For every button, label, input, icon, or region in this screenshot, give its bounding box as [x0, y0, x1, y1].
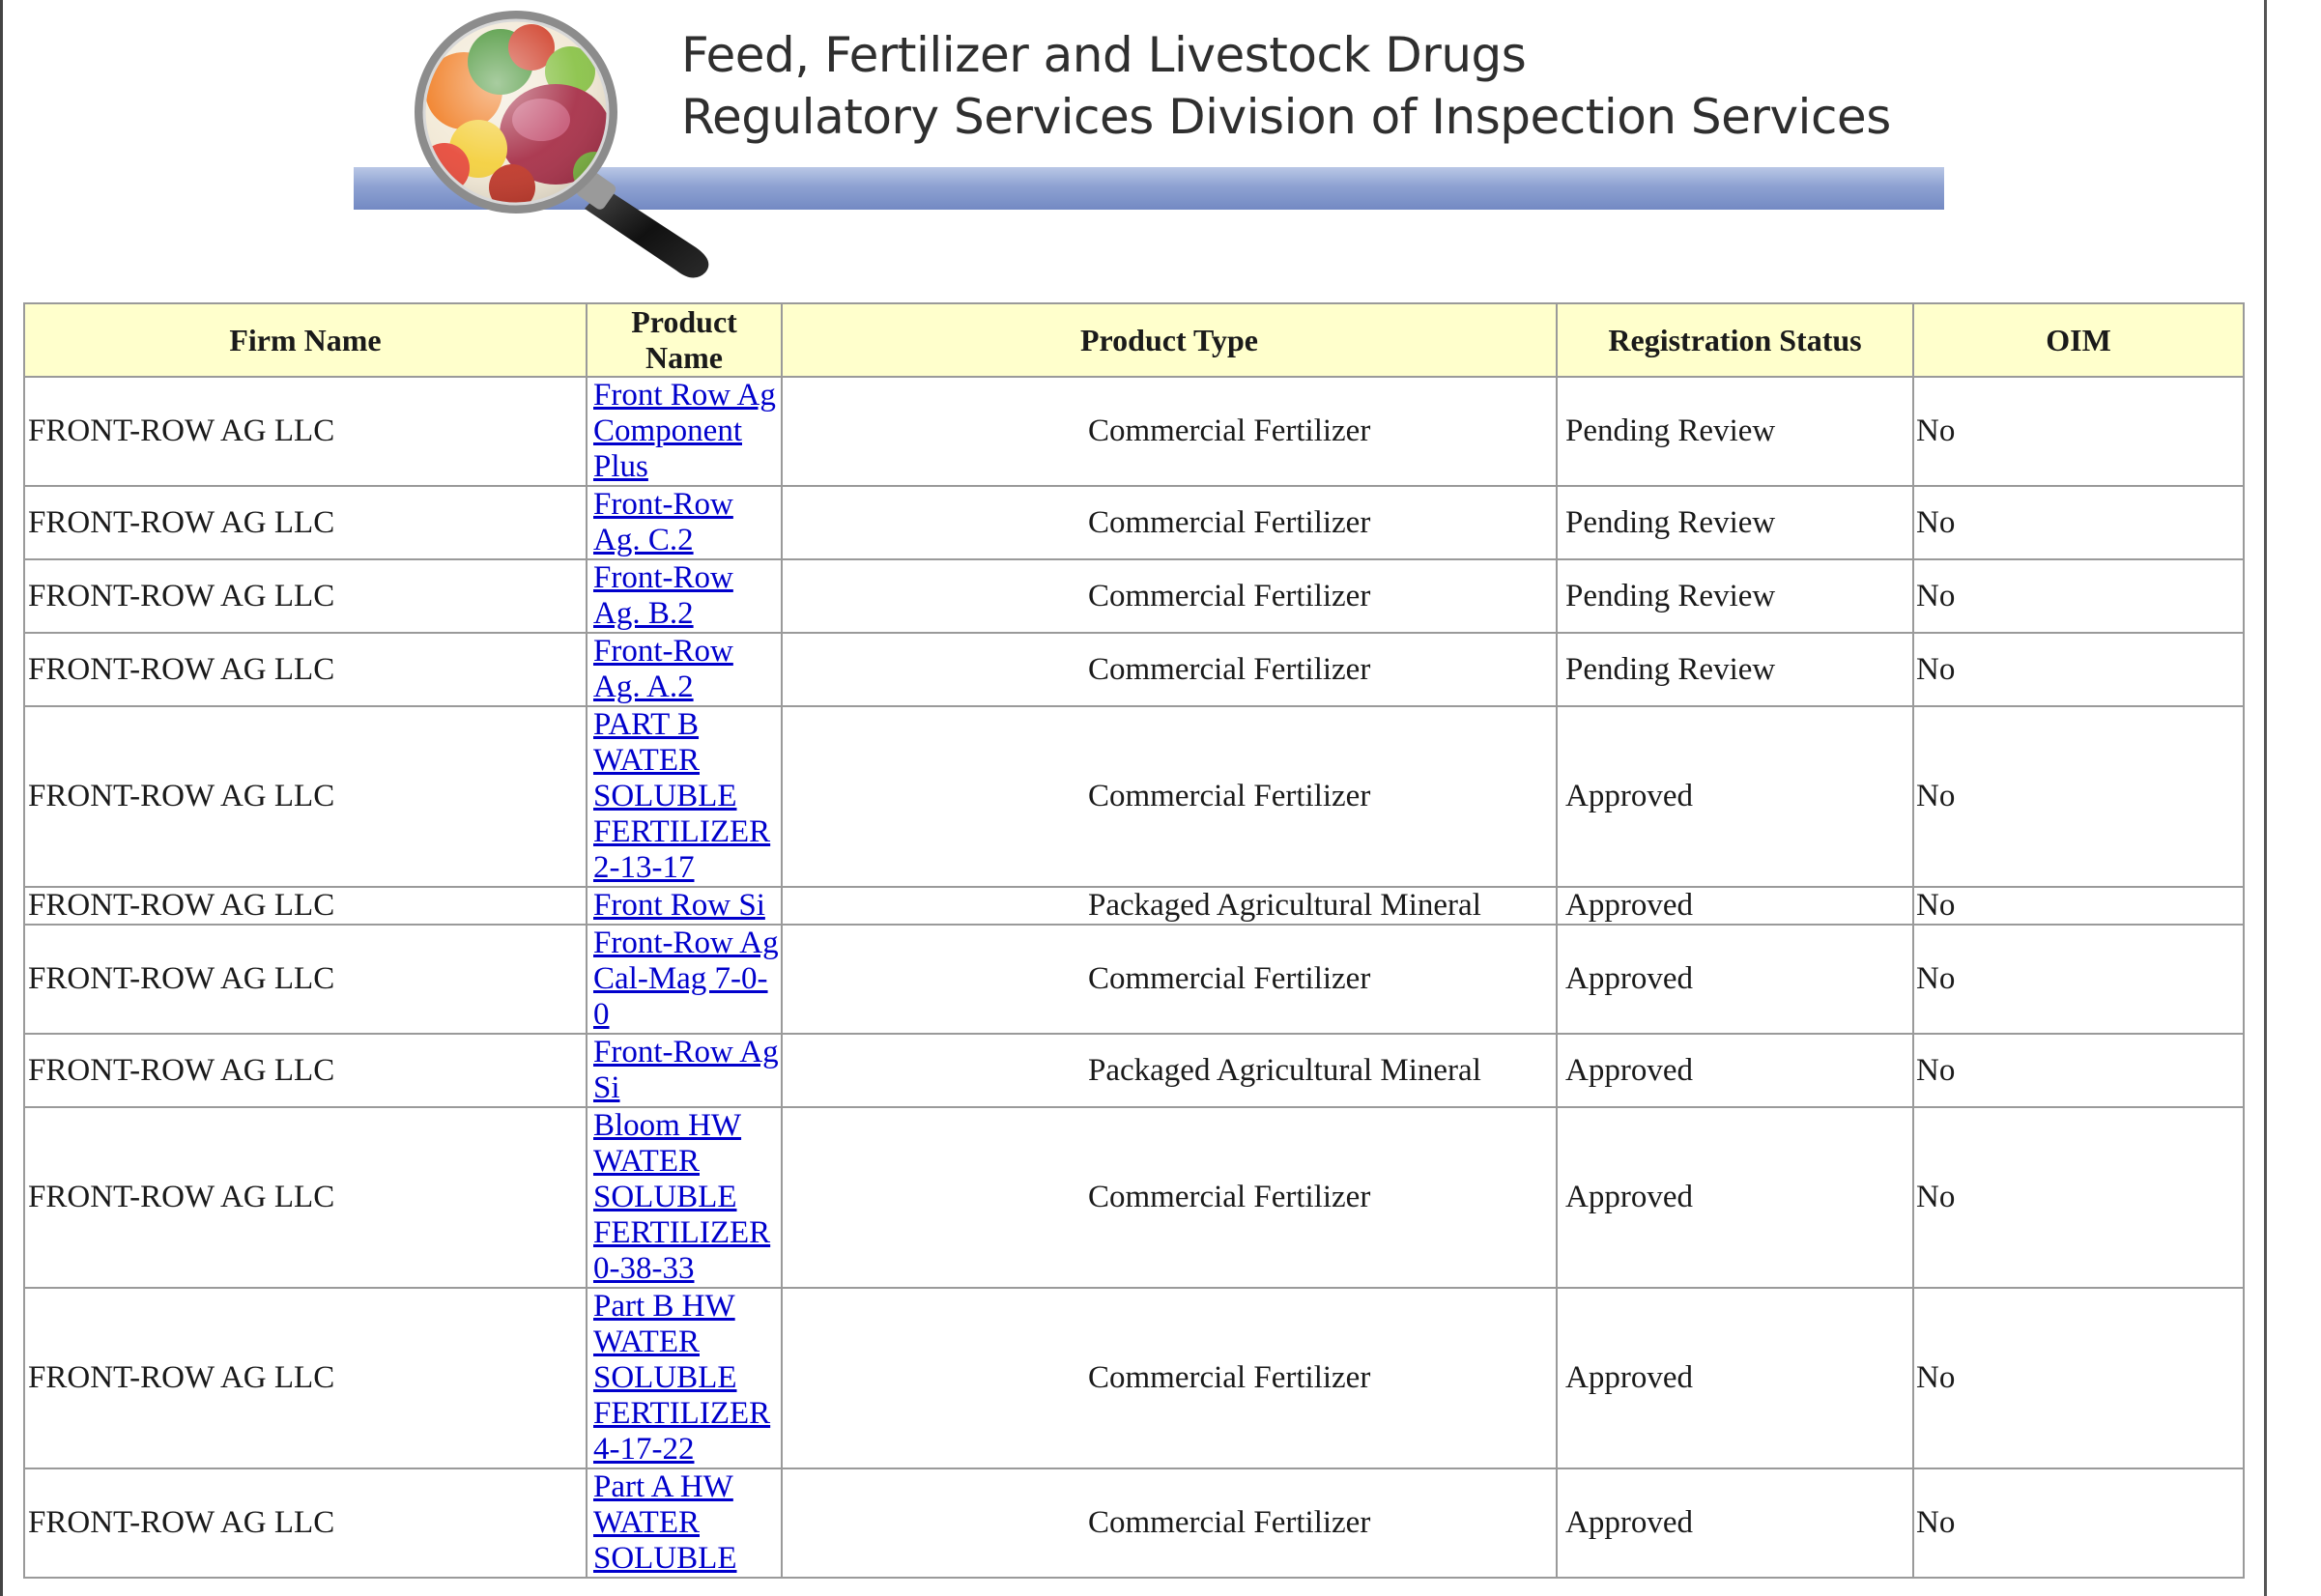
firm-name-cell: FRONT-ROW AG LLC: [24, 706, 587, 887]
table-row: [24, 1288, 2244, 1468]
oim-cell: No: [1913, 1107, 2244, 1288]
table-row: [24, 486, 2244, 559]
product-link[interactable]: Bloom HW WATER SOLUBLE FERTILIZER 0-38-33: [593, 1108, 771, 1286]
table-row: [24, 633, 2244, 706]
product-link[interactable]: Front Row Si: [593, 888, 765, 923]
table-row: [24, 1034, 2244, 1107]
firm-name-cell: FRONT-ROW AG LLC: [24, 559, 587, 633]
product-type-cell: Commercial Fertilizer: [782, 925, 1557, 1034]
page-border-right: [2264, 0, 2267, 1596]
registration-status-cell: Approved: [1557, 1034, 1913, 1107]
registration-status-cell: Approved: [1557, 925, 1913, 1034]
table-row: [24, 887, 2244, 925]
table-row: [24, 1107, 2244, 1288]
product-type-cell: Commercial Fertilizer: [782, 377, 1557, 486]
banner-subtitle: Regulatory Services Division of Inspection Services: [681, 89, 1891, 145]
product-type-cell: Commercial Fertilizer: [782, 633, 1557, 706]
registration-status-cell: Approved: [1557, 706, 1913, 887]
firm-name-cell: FRONT-ROW AG LLC: [24, 1034, 587, 1107]
oim-cell: No: [1913, 1034, 2244, 1107]
oim-cell: No: [1913, 1468, 2244, 1578]
firm-name-cell: FRONT-ROW AG LLC: [24, 486, 587, 559]
table-row: [24, 377, 2244, 486]
registration-table: [23, 302, 2245, 1579]
oim-cell: No: [1913, 559, 2244, 633]
firm-name-cell: FRONT-ROW AG LLC: [24, 1107, 587, 1288]
column-header-product-name: Product Name: [587, 303, 782, 377]
table-row: [24, 1468, 2244, 1578]
firm-name-cell: FRONT-ROW AG LLC: [24, 633, 587, 706]
banner-title: Feed, Fertilizer and Livestock Drugs: [681, 27, 1527, 83]
oim-cell: No: [1913, 486, 2244, 559]
product-type-cell: Commercial Fertilizer: [782, 559, 1557, 633]
registration-status-cell: Approved: [1557, 1107, 1913, 1288]
oim-cell: No: [1913, 925, 2244, 1034]
registration-status-cell: Pending Review: [1557, 377, 1913, 486]
registration-status-cell: Approved: [1557, 887, 1913, 925]
registration-status-cell: Approved: [1557, 1468, 1913, 1578]
firm-name-cell: FRONT-ROW AG LLC: [24, 925, 587, 1034]
registration-status-cell: Pending Review: [1557, 633, 1913, 706]
product-link[interactable]: Front-Row Ag. B.2: [593, 560, 733, 631]
product-type-cell: Commercial Fertilizer: [782, 1288, 1557, 1468]
product-type-cell: Commercial Fertilizer: [782, 1468, 1557, 1578]
column-header-product-type: Product Type: [782, 303, 1557, 377]
product-link[interactable]: Part A HW WATER SOLUBLE: [593, 1469, 737, 1576]
firm-name-cell: FRONT-ROW AG LLC: [24, 377, 587, 486]
product-type-cell: Commercial Fertilizer: [782, 1107, 1557, 1288]
oim-cell: No: [1913, 887, 2244, 925]
column-header-oim: OIM: [1913, 303, 2244, 377]
table-row: [24, 706, 2244, 887]
registration-status-cell: Pending Review: [1557, 486, 1913, 559]
column-header-firm-name: Firm Name: [24, 303, 587, 377]
product-link[interactable]: PART B WATER SOLUBLE FERTILIZER 2-13-17: [593, 707, 771, 885]
oim-cell: No: [1913, 1288, 2244, 1468]
registration-status-cell: Approved: [1557, 1288, 1913, 1468]
product-link[interactable]: Front-Row Ag. A.2: [593, 634, 733, 704]
product-type-cell: Packaged Agricultural Mineral: [782, 1034, 1557, 1107]
oim-cell: No: [1913, 706, 2244, 887]
header-banner: [348, 0, 1952, 280]
table-header-row: [24, 303, 2244, 377]
firm-name-cell: FRONT-ROW AG LLC: [24, 1288, 587, 1468]
firm-name-cell: FRONT-ROW AG LLC: [24, 887, 587, 925]
product-type-cell: Packaged Agricultural Mineral: [782, 887, 1557, 925]
product-link[interactable]: Front Row Ag Component Plus: [593, 378, 776, 484]
product-link[interactable]: Front-Row Ag Si: [593, 1035, 779, 1105]
oim-cell: No: [1913, 633, 2244, 706]
oim-cell: No: [1913, 377, 2244, 486]
page-border-left: [0, 0, 3, 1596]
table-row: [24, 925, 2244, 1034]
product-type-cell: Commercial Fertilizer: [782, 706, 1557, 887]
table-row: [24, 559, 2244, 633]
product-type-cell: Commercial Fertilizer: [782, 486, 1557, 559]
column-header-registration-status: Registration Status: [1557, 303, 1913, 377]
registration-status-cell: Pending Review: [1557, 559, 1913, 633]
firm-name-cell: FRONT-ROW AG LLC: [24, 1468, 587, 1578]
product-link[interactable]: Part B HW WATER SOLUBLE FERTILIZER 4-17-22: [593, 1289, 771, 1467]
product-link[interactable]: Front-Row Ag. C.2: [593, 487, 733, 557]
product-link[interactable]: Front-Row Ag Cal-Mag 7-0-0: [593, 926, 779, 1032]
